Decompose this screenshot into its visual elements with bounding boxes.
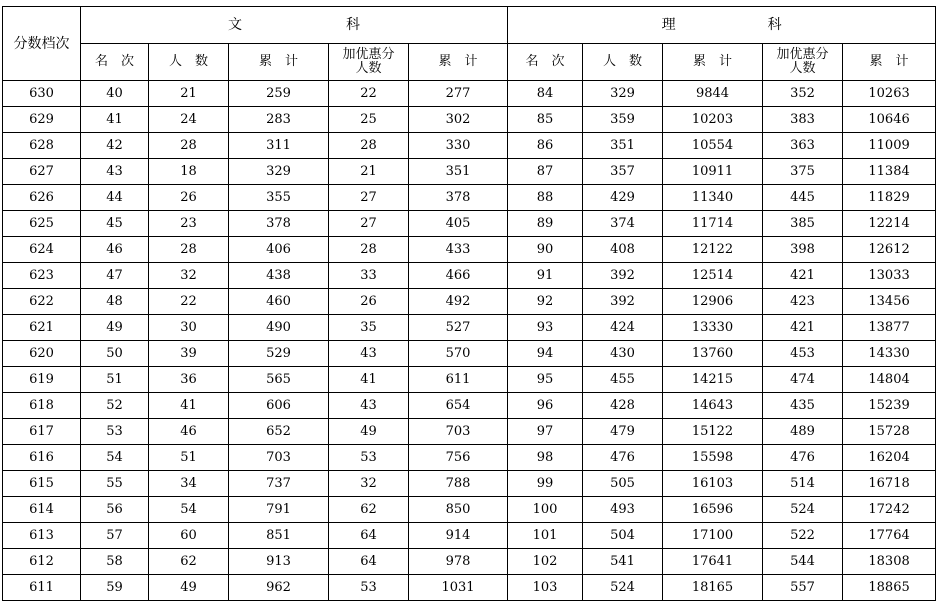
li-cumulative-cell: 11714 (663, 211, 763, 237)
score-level-cell: 626 (3, 185, 81, 211)
wenke-header (81, 7, 508, 44)
li-bonus-cumulative-cell: 15728 (843, 419, 936, 445)
wen-bonus-count-header: 加优惠分人数 (329, 44, 409, 81)
wen-count-cell: 30 (149, 315, 229, 341)
li-bonus-count-cell: 557 (763, 575, 843, 601)
li-count-cell: 424 (583, 315, 663, 341)
table-row (3, 289, 936, 315)
li-count-cell: 524 (583, 575, 663, 601)
li-rank-cell: 91 (508, 263, 583, 289)
score-level-cell: 621 (3, 315, 81, 341)
table-row (3, 549, 936, 575)
table-row (3, 263, 936, 289)
table-row (3, 575, 936, 601)
li-count-cell: 430 (583, 341, 663, 367)
li-cumulative-cell: 9844 (663, 81, 763, 107)
score-level-cell: 614 (3, 497, 81, 523)
wen-count-cell: 18 (149, 159, 229, 185)
li-cumulative-cell: 16596 (663, 497, 763, 523)
wen-bonus-cumulative-cell: 302 (409, 107, 508, 133)
li-bonus-count-cell: 421 (763, 315, 843, 341)
score-level-cell: 618 (3, 393, 81, 419)
table-row (3, 445, 936, 471)
li-cumulative-cell: 12122 (663, 237, 763, 263)
li-count-cell: 357 (583, 159, 663, 185)
li-count-cell: 428 (583, 393, 663, 419)
wen-cumulative-cell: 355 (229, 185, 329, 211)
wen-count-cell: 23 (149, 211, 229, 237)
wen-rank-cell: 46 (81, 237, 149, 263)
wen-count-cell: 22 (149, 289, 229, 315)
score-distribution-table (2, 6, 936, 601)
wen-count-cell: 28 (149, 133, 229, 159)
like-header-char1: 理 (661, 17, 676, 33)
li-rank-cell: 99 (508, 471, 583, 497)
score-level-cell: 630 (3, 81, 81, 107)
wen-count-header: 人 数 (149, 44, 229, 81)
wen-cumulative-cell: 652 (229, 419, 329, 445)
li-bonus-count-cell: 421 (763, 263, 843, 289)
wen-cumulative-cell: 378 (229, 211, 329, 237)
li-rank-cell: 90 (508, 237, 583, 263)
group-header-row (3, 7, 936, 44)
li-bonus-count-header: 加优惠分人数 (763, 44, 843, 81)
li-count-cell: 504 (583, 523, 663, 549)
score-level-cell: 623 (3, 263, 81, 289)
wen-bonus-count-cell: 43 (329, 341, 409, 367)
wen-cumulative-cell: 791 (229, 497, 329, 523)
table-row (3, 185, 936, 211)
wen-rank-cell: 57 (81, 523, 149, 549)
li-cumulative-cell: 10554 (663, 133, 763, 159)
wen-bonus-cumulative-cell: 654 (409, 393, 508, 419)
li-bonus-cumulative-cell: 14804 (843, 367, 936, 393)
wen-count-cell: 21 (149, 81, 229, 107)
wen-count-cell: 36 (149, 367, 229, 393)
wenke-header-char1: 文 (228, 17, 243, 33)
li-count-cell: 374 (583, 211, 663, 237)
wen-bonus-count-cell: 25 (329, 107, 409, 133)
li-bonus-count-cell: 363 (763, 133, 843, 159)
li-cumulative-cell: 12906 (663, 289, 763, 315)
wen-bonus-count-cell: 28 (329, 133, 409, 159)
li-rank-header: 名 次 (508, 44, 583, 81)
li-bonus-count-cell: 398 (763, 237, 843, 263)
li-bonus-cumulative-cell: 11009 (843, 133, 936, 159)
wen-rank-cell: 53 (81, 419, 149, 445)
table-row (3, 211, 936, 237)
wen-cumulative-cell: 329 (229, 159, 329, 185)
li-cumulative-header: 累 计 (663, 44, 763, 81)
wen-cumulative-cell: 406 (229, 237, 329, 263)
score-level-cell: 622 (3, 289, 81, 315)
li-bonus-cumulative-cell: 16718 (843, 471, 936, 497)
like-header (508, 7, 936, 44)
wen-cumulative-cell: 460 (229, 289, 329, 315)
wen-bonus-cumulative-cell: 466 (409, 263, 508, 289)
wen-rank-cell: 58 (81, 549, 149, 575)
li-bonus-cumulative-cell: 12612 (843, 237, 936, 263)
li-rank-cell: 102 (508, 549, 583, 575)
li-count-cell: 493 (583, 497, 663, 523)
li-cumulative-cell: 13330 (663, 315, 763, 341)
wen-bonus-count-cell: 64 (329, 523, 409, 549)
li-rank-cell: 84 (508, 81, 583, 107)
score-level-cell: 625 (3, 211, 81, 237)
score-level-cell: 617 (3, 419, 81, 445)
li-rank-cell: 100 (508, 497, 583, 523)
li-bonus-cumulative-cell: 11384 (843, 159, 936, 185)
wen-bonus-cumulative-cell: 405 (409, 211, 508, 237)
wen-count-cell: 26 (149, 185, 229, 211)
li-cumulative-cell: 18165 (663, 575, 763, 601)
wen-bonus-cumulative-cell: 850 (409, 497, 508, 523)
wen-rank-cell: 45 (81, 211, 149, 237)
table-row (3, 393, 936, 419)
wen-bonus-cumulative-cell: 570 (409, 341, 508, 367)
wen-count-cell: 34 (149, 471, 229, 497)
li-cumulative-cell: 10911 (663, 159, 763, 185)
wen-bonus-cumulative-cell: 492 (409, 289, 508, 315)
wen-count-cell: 39 (149, 341, 229, 367)
table-row (3, 471, 936, 497)
li-rank-cell: 88 (508, 185, 583, 211)
wen-cumulative-cell: 737 (229, 471, 329, 497)
table-row (3, 497, 936, 523)
wen-bonus-count-cell: 27 (329, 185, 409, 211)
wen-count-cell: 62 (149, 549, 229, 575)
wen-cumulative-cell: 703 (229, 445, 329, 471)
li-cumulative-cell: 13760 (663, 341, 763, 367)
wen-rank-cell: 44 (81, 185, 149, 211)
li-bonus-count-cell: 435 (763, 393, 843, 419)
wen-rank-cell: 41 (81, 107, 149, 133)
table-row (3, 81, 936, 107)
li-bonus-cumulative-cell: 12214 (843, 211, 936, 237)
li-count-cell: 429 (583, 185, 663, 211)
li-count-header: 人 数 (583, 44, 663, 81)
wenke-header-char2: 科 (346, 17, 361, 33)
wen-bonus-cumulative-cell: 1031 (409, 575, 508, 601)
wen-bonus-count-cell: 53 (329, 575, 409, 601)
li-bonus-count-cell: 385 (763, 211, 843, 237)
li-rank-cell: 92 (508, 289, 583, 315)
wen-count-cell: 46 (149, 419, 229, 445)
li-bonus-cumulative-cell: 18308 (843, 549, 936, 575)
wen-cumulative-cell: 259 (229, 81, 329, 107)
wen-bonus-cumulative-cell: 611 (409, 367, 508, 393)
wen-bonus-count-cell: 22 (329, 81, 409, 107)
li-count-cell: 329 (583, 81, 663, 107)
li-bonus-count-cell: 445 (763, 185, 843, 211)
wen-bonus-count-cell: 27 (329, 211, 409, 237)
wen-bonus-cumulative-cell: 277 (409, 81, 508, 107)
wen-cumulative-header: 累 计 (229, 44, 329, 81)
wen-cumulative-cell: 913 (229, 549, 329, 575)
li-cumulative-cell: 17641 (663, 549, 763, 575)
wen-count-cell: 32 (149, 263, 229, 289)
li-bonus-count-cell: 524 (763, 497, 843, 523)
li-bonus-cumulative-cell: 13033 (843, 263, 936, 289)
wen-rank-cell: 48 (81, 289, 149, 315)
li-count-cell: 351 (583, 133, 663, 159)
li-bonus-cumulative-cell: 14330 (843, 341, 936, 367)
li-cumulative-cell: 16103 (663, 471, 763, 497)
wen-count-cell: 51 (149, 445, 229, 471)
wen-rank-cell: 51 (81, 367, 149, 393)
wen-cumulative-cell: 529 (229, 341, 329, 367)
li-bonus-cumulative-cell: 10646 (843, 107, 936, 133)
li-rank-cell: 95 (508, 367, 583, 393)
wen-rank-cell: 55 (81, 471, 149, 497)
li-count-cell: 455 (583, 367, 663, 393)
wen-cumulative-cell: 851 (229, 523, 329, 549)
li-bonus-count-cell: 383 (763, 107, 843, 133)
score-level-cell: 627 (3, 159, 81, 185)
li-bonus-cumulative-cell: 11829 (843, 185, 936, 211)
wen-rank-cell: 43 (81, 159, 149, 185)
wen-bonus-cumulative-cell: 378 (409, 185, 508, 211)
wen-bonus-cumulative-header: 累 计 (409, 44, 508, 81)
score-level-cell: 612 (3, 549, 81, 575)
li-bonus-cumulative-cell: 18865 (843, 575, 936, 601)
wen-bonus-cumulative-cell: 527 (409, 315, 508, 341)
li-bonus-count-cell: 375 (763, 159, 843, 185)
wen-count-cell: 41 (149, 393, 229, 419)
wen-bonus-cumulative-cell: 756 (409, 445, 508, 471)
wen-bonus-count-cell: 49 (329, 419, 409, 445)
wen-cumulative-cell: 565 (229, 367, 329, 393)
wen-bonus-count-cell: 64 (329, 549, 409, 575)
li-cumulative-cell: 10203 (663, 107, 763, 133)
li-rank-cell: 98 (508, 445, 583, 471)
li-cumulative-cell: 15598 (663, 445, 763, 471)
score-level-cell: 619 (3, 367, 81, 393)
wen-bonus-cumulative-cell: 433 (409, 237, 508, 263)
li-count-cell: 505 (583, 471, 663, 497)
score-level-cell: 624 (3, 237, 81, 263)
table-row (3, 107, 936, 133)
score-level-cell: 615 (3, 471, 81, 497)
li-count-cell: 541 (583, 549, 663, 575)
li-bonus-count-cell: 423 (763, 289, 843, 315)
li-cumulative-cell: 14643 (663, 393, 763, 419)
li-cumulative-cell: 11340 (663, 185, 763, 211)
table-row (3, 419, 936, 445)
li-bonus-count-cell: 514 (763, 471, 843, 497)
li-rank-cell: 101 (508, 523, 583, 549)
score-level-cell: 611 (3, 575, 81, 601)
score-level-cell: 616 (3, 445, 81, 471)
wen-bonus-cumulative-cell: 914 (409, 523, 508, 549)
wen-bonus-count-cell: 35 (329, 315, 409, 341)
wen-bonus-count-cell: 41 (329, 367, 409, 393)
wen-rank-cell: 50 (81, 341, 149, 367)
wen-bonus-count-cell: 28 (329, 237, 409, 263)
li-bonus-cumulative-cell: 13456 (843, 289, 936, 315)
li-bonus-cumulative-cell: 10263 (843, 81, 936, 107)
li-rank-cell: 96 (508, 393, 583, 419)
li-count-cell: 479 (583, 419, 663, 445)
column-header-row (3, 44, 936, 81)
wen-rank-cell: 56 (81, 497, 149, 523)
wen-bonus-count-cell: 21 (329, 159, 409, 185)
wen-bonus-count-cell: 62 (329, 497, 409, 523)
score-level-cell: 613 (3, 523, 81, 549)
like-header-char2: 科 (767, 17, 782, 33)
li-count-cell: 476 (583, 445, 663, 471)
wen-bonus-cumulative-cell: 978 (409, 549, 508, 575)
li-rank-cell: 94 (508, 341, 583, 367)
li-bonus-count-cell: 453 (763, 341, 843, 367)
li-cumulative-cell: 17100 (663, 523, 763, 549)
li-rank-cell: 89 (508, 211, 583, 237)
table-row (3, 523, 936, 549)
li-count-cell: 392 (583, 289, 663, 315)
wen-bonus-cumulative-cell: 788 (409, 471, 508, 497)
wen-count-cell: 60 (149, 523, 229, 549)
li-rank-cell: 97 (508, 419, 583, 445)
li-rank-cell: 93 (508, 315, 583, 341)
li-bonus-cumulative-cell: 17764 (843, 523, 936, 549)
li-rank-cell: 85 (508, 107, 583, 133)
li-cumulative-cell: 12514 (663, 263, 763, 289)
li-bonus-cumulative-cell: 16204 (843, 445, 936, 471)
wen-bonus-cumulative-cell: 703 (409, 419, 508, 445)
li-count-cell: 359 (583, 107, 663, 133)
li-bonus-count-cell: 544 (763, 549, 843, 575)
li-rank-cell: 86 (508, 133, 583, 159)
wen-cumulative-cell: 962 (229, 575, 329, 601)
wen-rank-cell: 42 (81, 133, 149, 159)
wen-bonus-cumulative-cell: 330 (409, 133, 508, 159)
wen-bonus-count-cell: 53 (329, 445, 409, 471)
table-row (3, 237, 936, 263)
wen-rank-header: 名 次 (81, 44, 149, 81)
score-level-cell: 620 (3, 341, 81, 367)
wen-cumulative-cell: 606 (229, 393, 329, 419)
wen-cumulative-cell: 311 (229, 133, 329, 159)
li-bonus-cumulative-cell: 17242 (843, 497, 936, 523)
wen-bonus-count-cell: 26 (329, 289, 409, 315)
wen-rank-cell: 40 (81, 81, 149, 107)
wen-count-cell: 49 (149, 575, 229, 601)
wen-cumulative-cell: 490 (229, 315, 329, 341)
li-bonus-count-cell: 489 (763, 419, 843, 445)
wen-bonus-cumulative-cell: 351 (409, 159, 508, 185)
table-row (3, 315, 936, 341)
li-count-cell: 392 (583, 263, 663, 289)
score-level-header: 分数档次 (3, 7, 81, 81)
wen-bonus-count-cell: 33 (329, 263, 409, 289)
table-row (3, 133, 936, 159)
wen-bonus-count-cell: 43 (329, 393, 409, 419)
wen-cumulative-cell: 283 (229, 107, 329, 133)
wen-count-cell: 28 (149, 237, 229, 263)
wen-rank-cell: 54 (81, 445, 149, 471)
wen-count-cell: 54 (149, 497, 229, 523)
table-row (3, 159, 936, 185)
li-bonus-count-cell: 476 (763, 445, 843, 471)
li-bonus-count-cell: 474 (763, 367, 843, 393)
score-level-cell: 628 (3, 133, 81, 159)
table-row (3, 341, 936, 367)
wen-count-cell: 24 (149, 107, 229, 133)
li-count-cell: 408 (583, 237, 663, 263)
li-bonus-count-cell: 352 (763, 81, 843, 107)
li-bonus-cumulative-cell: 13877 (843, 315, 936, 341)
li-cumulative-cell: 14215 (663, 367, 763, 393)
li-bonus-count-cell: 522 (763, 523, 843, 549)
li-rank-cell: 87 (508, 159, 583, 185)
wen-bonus-count-cell: 32 (329, 471, 409, 497)
wen-rank-cell: 59 (81, 575, 149, 601)
table-body (3, 81, 936, 601)
table-row (3, 367, 936, 393)
wen-rank-cell: 47 (81, 263, 149, 289)
wen-rank-cell: 52 (81, 393, 149, 419)
li-cumulative-cell: 15122 (663, 419, 763, 445)
li-rank-cell: 103 (508, 575, 583, 601)
li-bonus-cumulative-cell: 15239 (843, 393, 936, 419)
li-bonus-cumulative-header: 累 计 (843, 44, 936, 81)
wen-rank-cell: 49 (81, 315, 149, 341)
score-level-cell: 629 (3, 107, 81, 133)
wen-cumulative-cell: 438 (229, 263, 329, 289)
